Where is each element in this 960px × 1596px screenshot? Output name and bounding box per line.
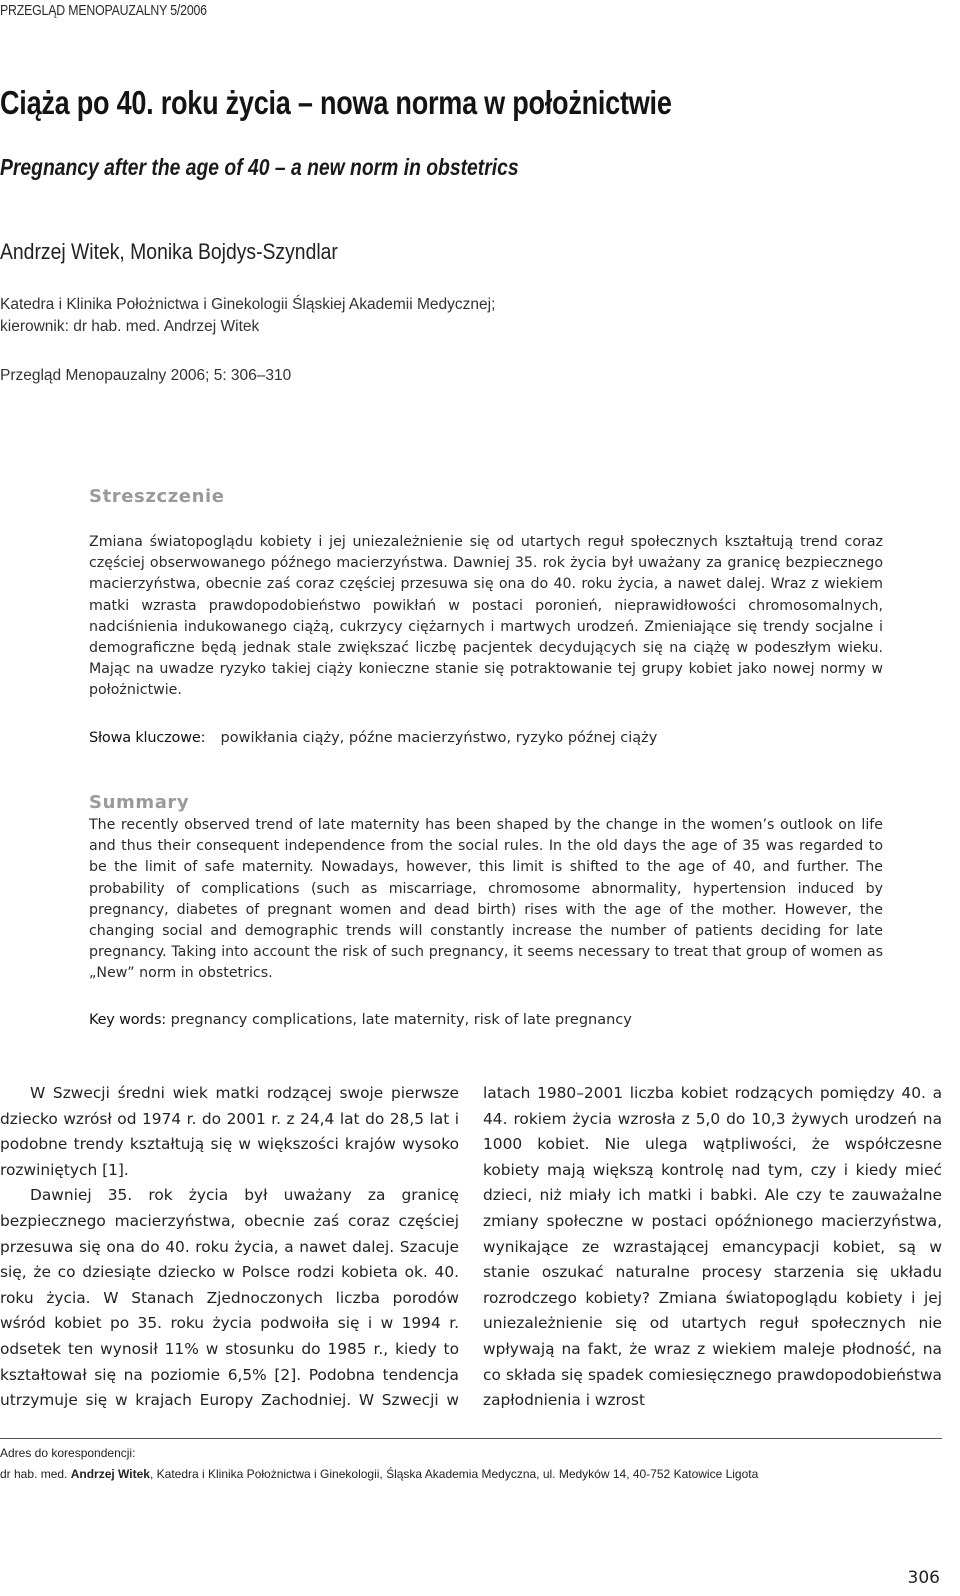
correspondence-label: Adres do korespondencji: (0, 1446, 136, 1460)
running-head: PRZEGLĄD MENOPAUZALNY 5/2006 (0, 2, 207, 19)
article-title-polish: Ciąża po 40. roku życia – nowa norma w położnictwie (0, 84, 672, 121)
keywords-en (89, 1012, 632, 1028)
page-number: 306 (907, 1568, 940, 1588)
keywords-pl-value: powikłania ciąży, późne macierzyństwo, ryzyko późnej ciąży (220, 730, 658, 746)
authors: Andrzej Witek, Monika Bojdys-Szyndlar (0, 239, 338, 264)
article-title-english: Pregnancy after the age of 40 – a new norm in obstetrics (0, 154, 519, 180)
abstract-pl-text: Zmiana światopoglądu kobiety i jej uniezależnienie się od utartych reguł społecznych kształtują trend coraz częściej obserwowanego późnego macierzyństwa. Dawniej 35. rok życia był uważany za granicę bezpiecznego macierzyństwa, obecnie zaś coraz częściej przesuwa się ona do 40. roku życia, a nawet dalej. Wraz z wiekiem matki wzrasta prawdopodobieństwo powikłań w postaci poronień, nieprawidłowości chromosomalnych, nadciśnienia indukowanego ciążą, cukrzycy ciężarnych i martwych urodzeń. Zmieniające się trendy socjalne i demograficzne będą jednak stale zwiększać liczbę pacjentek decydujących się na ciążę w podeszłym wieku. Mając na uwadze ryzyko takiej ciąży konieczne stanie się potraktowanie tej grupy kobiet jako nowej normy w położnictwie. (89, 534, 883, 699)
keywords-en-value: pregnancy complications, late maternity, risk of late pregnancy (170, 1012, 632, 1028)
keywords-pl-label: Słowa kluczowe: (89, 730, 206, 746)
footnote-divider (0, 1438, 942, 1439)
citation: Przegląd Menopauzalny 2006; 5: 306–310 (0, 367, 292, 384)
body-paragraph-2: Dawniej 35. rok życia był uważany za granicę bezpiecznego macierzyństwa, obecnie zaś coraz częściej przesuwa się ona do 40. roku życia, a nawet dalej. Szacuje się, że co dziesiąte dziecko w Polsce rodzi kobieta ok. 40. roku życia. W Stanach Zjednoczonych liczba porodów wśród kobiet po 35. roku życia podwoiła się i w 1994 r. odsetek ten wynosił 11% w stosunku do 1985 r., kiedy to kształtował się na poziomie 6,5% [2]. Podobna tendencja utrzymuje się w krajach Europy Zachodniej. W Szwecji w latach 1980–2001 liczba kobiet rodzących pomiędzy 40. a 44. rokiem życia wzrosła z 5,0 do 10,3 żywych urodzeń na 1000 kobiet. Nie ulega wątpliwości, że współczesne kobiety mają większą kontrolę nad tym, czy i kiedy mieć dzieci, niż miały ich matki i babki. Ale czy te zauważalne zmiany społeczne w postaci opóźnionego macierzyństwa, wynikające ze wzrastającej emancypacji kobiet, są w stanie oszukać naturalne procesy starzenia się układu rozrodczego kobiety? Zmiana światopoglądu kobiety i jej uniezależnienie się od utartych reguł społecznych nie wpływają na fakt, że wraz z wiekiem maleje płodność, na co składa się spadek comiesięcznego prawdopodobieństwa zapłodnienia i wzrost (0, 1084, 942, 1410)
abstract-en-text: The recently observed trend of late maternity has been shaped by the change in the women’s outlook on life and thus their consequent independence from the social rules. In the old days the age of 35 was regarded to be the limit of safe maternity. Nowadays, however, this limit is shifted to the age of 40, and further. The probability of complications (such as miscarriage, chromosome abnormality, hypertension induced by pregnancy, diabetes of pregnant women and dead birth) rises with the age of the mother. However, the changing social and demographic trends will constantly increase the number of patients deciding for late pregnancy. Taking into account the risk of such pregnancy, it seems necessary to treat that group of women as „New” norm in obstetrics. (89, 817, 883, 982)
correspondence-rest: , Katedra i Klinika Położnictwa i Ginekologii, Śląska Akademia Medyczna, ul. Medyków 14, 40-752 Katowice Ligota (149, 1467, 759, 1481)
affiliation-line-2: kierownik: dr hab. med. Andrzej Witek (0, 318, 260, 335)
abstract-en-heading: Summary (89, 792, 190, 813)
correspondence-prefix: dr hab. med. (0, 1467, 68, 1481)
correspondence-name: Andrzej Witek (70, 1467, 150, 1481)
keywords-pl (89, 730, 657, 746)
affiliation (0, 294, 860, 338)
body-paragraph-1: W Szwecji średni wiek matki rodzącej swoje pierwsze dziecko wzrósł od 1974 r. do 2001 r. z 24,4 lat do 28,5 lat i podobne trendy kształtują się w większości krajów wysoko rozwiniętych [1]. (0, 1084, 459, 1179)
body-text (0, 1081, 942, 1439)
abstract-pl-heading: Streszczenie (89, 486, 225, 507)
keywords-en-label: Key words: (89, 1012, 166, 1028)
correspondence-address (0, 1467, 758, 1481)
affiliation-line-1: Katedra i Klinika Położnictwa i Ginekologii Śląskiej Akademii Medycznej; (0, 296, 496, 313)
